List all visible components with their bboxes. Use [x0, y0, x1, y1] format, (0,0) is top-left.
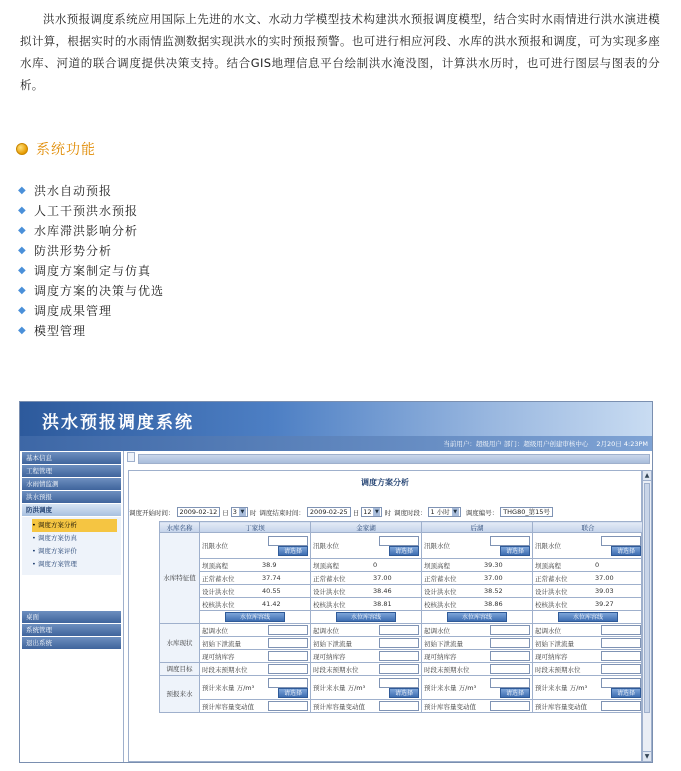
select-button[interactable]: 请选择: [278, 546, 308, 556]
feature-item: ◆ 模型管理: [18, 323, 87, 338]
feature-item: ◆ 人工干预洪水预报: [18, 203, 139, 218]
column-header: 金家湖: [311, 522, 422, 533]
app-screenshot: [19, 401, 653, 763]
table-row: [160, 611, 644, 624]
sidebar-item-logout[interactable]: 退出系统: [22, 637, 121, 649]
sidebar-item-desktop[interactable]: 桌面: [22, 611, 121, 623]
diamond-bullet-icon: ◆: [18, 324, 27, 336]
submenu-item-management[interactable]: • 调度方案管理: [32, 560, 77, 568]
feature-list: [18, 180, 164, 340]
scroll-down-icon[interactable]: ▼: [644, 753, 650, 760]
table-row: 预计库容量变动值 预计库容量变动值 预计库容量变动值 预计库容量变动值: [160, 700, 644, 713]
table-header-row: [160, 522, 644, 533]
analysis-panel: [128, 470, 642, 762]
select-button[interactable]: 请选择: [389, 546, 419, 556]
end-date-field[interactable]: 2009-02-25: [307, 507, 351, 517]
column-header: 水库名称: [160, 522, 200, 533]
code-field[interactable]: THG80_第15号: [500, 507, 553, 517]
section-heading: [16, 139, 96, 159]
table-row: 水库现状 起调水位 起调水位 起调水位 起调水位: [160, 624, 644, 637]
table-cell: 汛限水位 请选择: [200, 533, 311, 559]
feature-item: ◆ 洪水自动预报: [18, 183, 113, 198]
table-cell: 汛限水位 请选择: [311, 533, 422, 559]
sidebar-item-forecast[interactable]: 洪水预报: [22, 491, 121, 503]
capacity-curve-button[interactable]: 水位库容线: [558, 612, 618, 622]
select-button[interactable]: 请选择: [500, 546, 530, 556]
chevron-down-icon: ▼: [375, 509, 379, 515]
sidebar-item-monitoring[interactable]: 水雨情监测: [22, 478, 121, 490]
reservoir-table: [159, 521, 644, 713]
select-button[interactable]: 请选择: [389, 688, 419, 698]
diamond-bullet-icon: ◆: [18, 264, 27, 276]
diamond-bullet-icon: ◆: [18, 204, 27, 216]
scroll-up-icon[interactable]: ▲: [644, 472, 650, 479]
row-category: 水库特征值: [160, 533, 200, 624]
feature-item: ◆ 调度成果管理: [18, 303, 113, 318]
orange-dot-icon: [16, 143, 28, 155]
column-header: 联合: [533, 522, 644, 533]
intro-paragraph: 洪水预报调度系统应用国际上先进的水文、水动力学模型技术构建洪水预报调度模型，结合实时水雨情进行洪水演进模拟计算，根据实时的水雨情监测数据实现洪水的实时预报预警。也可进行相应河段、水库的洪水预报和调度，可为实现多座水库、河道的联合调度提供决策支持。结合GIS地理信息平台绘制洪水淹没图，计算洪水历时，也可进行图层与图表的分析。: [20, 12, 660, 92]
section-title: 系统功能: [36, 142, 96, 158]
app-title: 洪水预报调度系统: [42, 413, 194, 433]
start-hour-select[interactable]: 3 ▼: [231, 507, 248, 517]
feature-item: ◆ 调度方案的决策与优选: [18, 283, 165, 298]
vertical-scrollbar[interactable]: [642, 470, 652, 762]
row-category: 预报来水: [160, 676, 200, 713]
diamond-bullet-icon: ◆: [18, 224, 27, 236]
dispatch-params: 调度开始时间： 2009-02-12 日 3 ▼ 时 调度结束时间： 2009-02-25 日 12 ▼ 时 调度时段： 1 小时 ▼ 调度编号： THG80_第15号: [129, 507, 649, 517]
sidebar-item-engineering[interactable]: 工程管理: [22, 465, 121, 477]
table-row: 校核洪水位 41.42 校核洪水位 38.81 校核洪水位 38.86 校核洪水位 39.27: [160, 598, 644, 611]
select-button[interactable]: 请选择: [500, 688, 530, 698]
select-button[interactable]: 请选择: [278, 688, 308, 698]
table-row: 设计洪水位 40.55 设计洪水位 38.46 设计洪水位 38.52 设计洪水位 39.03: [160, 585, 644, 598]
chevron-down-icon: ▼: [240, 509, 245, 515]
submenu-item-analysis[interactable]: • 调度方案分析: [32, 519, 117, 532]
table-row: 现可纳库容 现可纳库容 现可纳库容 现可纳库容: [160, 650, 644, 663]
select-button[interactable]: 请选择: [611, 546, 641, 556]
sidebar-item-basic[interactable]: 基本信息: [22, 452, 121, 464]
table-row: 预报来水 预计来水量 万/m³ 请选择 预计来水量 万/m³ 请选择 预计来水量 万/m³ 请选择 预计来水量 万/m³ 请选择: [160, 676, 644, 700]
submenu-item-evaluation[interactable]: • 调度方案评价: [32, 547, 77, 555]
table-row: [160, 533, 644, 559]
scroll-thumb[interactable]: [644, 483, 650, 713]
feature-item: ◆ 水库滞洪影响分析: [18, 223, 139, 238]
chevron-down-icon: ▼: [453, 509, 458, 515]
submenu-item-simulation[interactable]: • 调度方案仿真: [32, 534, 77, 542]
main-content: [128, 454, 652, 762]
limit-level-input[interactable]: [268, 536, 308, 546]
diamond-bullet-icon: ◆: [18, 184, 27, 196]
diamond-bullet-icon: ◆: [18, 284, 27, 296]
capacity-curve-button[interactable]: 水位库容线: [447, 612, 507, 622]
table-row: 正常蓄水位 37.74 正常蓄水位 37.00 正常蓄水位 37.00 正常蓄水位 37.00: [160, 572, 644, 585]
panel-title: 调度方案分析: [361, 478, 409, 487]
limit-level-input[interactable]: [601, 536, 641, 546]
feature-item: ◆ 防洪形势分析: [18, 243, 113, 258]
capacity-curve-button[interactable]: 水位库容线: [225, 612, 285, 622]
column-header: 丁家坝: [200, 522, 311, 533]
sidebar: [20, 451, 124, 762]
sidebar-submenu: [22, 517, 121, 575]
sidebar-item-system[interactable]: 系统管理: [22, 624, 121, 636]
period-select[interactable]: 1 小时 ▼: [428, 507, 460, 517]
limit-level-input[interactable]: [379, 536, 419, 546]
column-header: 后湖: [422, 522, 533, 533]
table-cell: 汛限水位 请选择: [422, 533, 533, 559]
table-row: 调度目标 时段末预期水位 时段末预期水位 时段末预期水位 时段末预期水位: [160, 663, 644, 676]
row-category: 调度目标: [160, 663, 200, 676]
end-hour-select[interactable]: 12 ▼: [361, 507, 382, 517]
content-toolbar: [138, 454, 650, 464]
limit-level-input[interactable]: [490, 536, 530, 546]
status-date: 2月20日 4:23PM: [596, 440, 648, 448]
app-header: [20, 402, 652, 436]
row-category: 水库现状: [160, 624, 200, 663]
status-bar: [20, 436, 652, 451]
diamond-bullet-icon: ◆: [18, 304, 27, 316]
feature-item: ◆ 调度方案制定与仿真: [18, 263, 152, 278]
table-row: 初始下泄流量 初始下泄流量 初始下泄流量 初始下泄流量: [160, 637, 644, 650]
select-button[interactable]: 请选择: [611, 688, 641, 698]
capacity-curve-button[interactable]: 水位库容线: [336, 612, 396, 622]
sidebar-item-dispatch[interactable]: 防洪调度: [22, 504, 121, 516]
start-date-field[interactable]: 2009-02-12: [177, 507, 221, 517]
diamond-bullet-icon: ◆: [18, 244, 27, 256]
table-row: 坝顶高程 38.9 坝顶高程 0 坝顶高程 39.30 坝顶高程 0: [160, 559, 644, 572]
status-user: 当前用户：超级用户 部门：超级用户创建审核中心: [443, 440, 589, 448]
table-cell: 汛限水位 请选择: [533, 533, 644, 559]
